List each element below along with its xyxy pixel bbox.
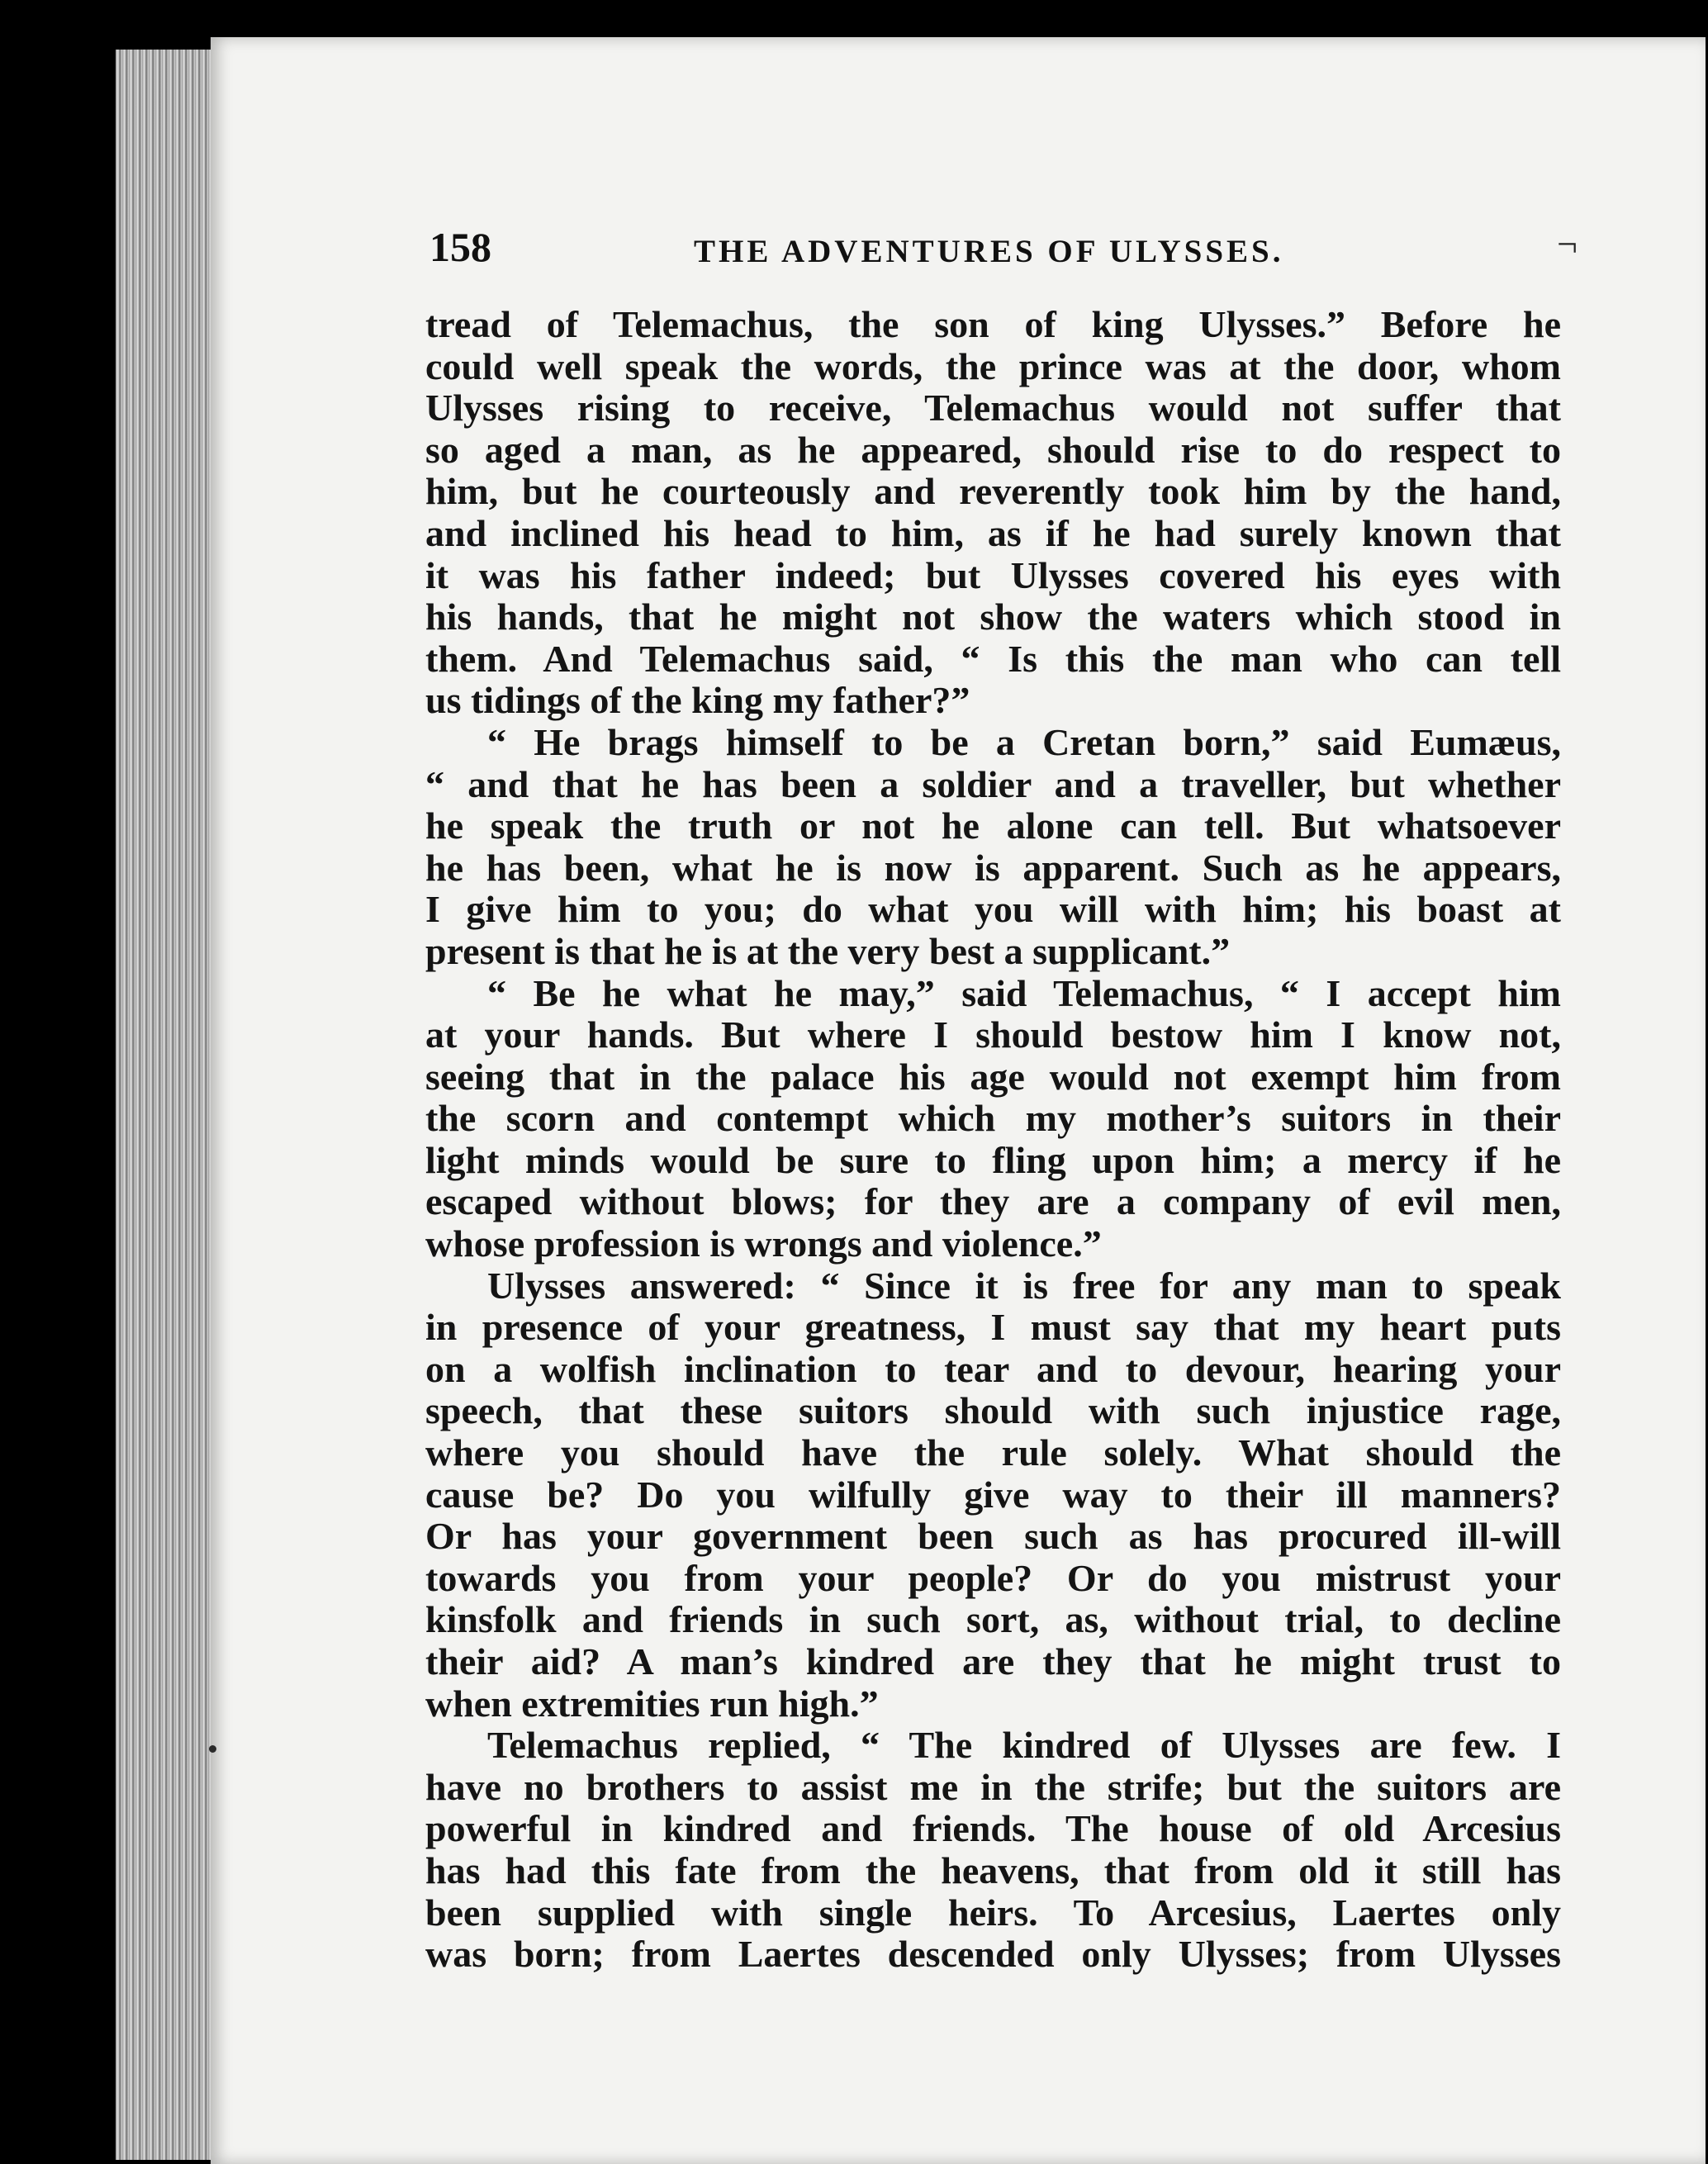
text-line: Ulysses answered: “ Since it is free for any man to speak (487, 1264, 1561, 1307)
text-line: his hands, that he might not show the waters which stood in (425, 596, 1561, 638)
text-line: cause be? Do you wilfully give way to their ill manners? (425, 1473, 1561, 1516)
text-line: at your hands. But where I should bestow him I know not, (425, 1013, 1561, 1056)
text-line: kinsfolk and friends in such sort, as, without trial, to decline (425, 1598, 1561, 1641)
text-line: tread of Telemachus, the son of king Ulysses.” Before he (425, 303, 1561, 345)
text-line: Telemachus replied, “ The kindred of Ulysses are few. I (487, 1724, 1561, 1767)
margin-speck (209, 1745, 216, 1753)
paragraph (425, 973, 1561, 1265)
text-line: them. And Telemachus said, “ Is this the man who can tell (425, 637, 1561, 680)
paragraph (425, 304, 1561, 722)
text-line: he has been, what he is now is apparent. Such as he appears, (425, 846, 1561, 889)
text-line: he speak the truth or not he alone can tell. But whatsoever (425, 804, 1561, 847)
text-line: Ulysses rising to receive, Telemachus would not suffer that (425, 387, 1561, 429)
text-line: “ and that he has been a soldier and a traveller, but whether (425, 762, 1561, 805)
page-number: 158 (429, 224, 491, 270)
text-line: powerful in kindred and friends. The house of old Arcesius (425, 1807, 1561, 1850)
text-line: whose profession is wrongs and violence.” (425, 1222, 1102, 1265)
text-line: Or has your government been such as has procured ill-will (425, 1515, 1561, 1558)
text-line: have no brothers to assist me in the strife; but the suitors are (425, 1765, 1561, 1808)
text-line: was born; from Laertes descended only Ulysses; from Ulysses (425, 1933, 1561, 1976)
text-line: the scorn and contempt which my mother’s suitors in their (425, 1097, 1561, 1140)
text-line: has had this fate from the heavens, that from old it still has (425, 1848, 1561, 1891)
book-page-edges (116, 50, 215, 2160)
text-line: towards you from your people? Or do you mistrust your (425, 1556, 1561, 1599)
running-head: THE ADVENTURES OF ULYSSES. (694, 234, 1284, 269)
text-line: “ Be he what he may,” said Telemachus, “ I accept him (487, 971, 1561, 1014)
text-line: speech, that these suitors should with such injustice rage, (425, 1389, 1561, 1432)
text-line: seeing that in the palace his age would not exempt him from (425, 1055, 1561, 1098)
paragraph (425, 1725, 1561, 1976)
text-line: and inclined his head to him, as if he had surely known that (425, 511, 1561, 554)
text-line: their aid? A man’s kindred are they that he might trust to (425, 1640, 1561, 1682)
body-text (425, 304, 1561, 1976)
text-line: could well speak the words, the prince was at the door, whom (425, 344, 1561, 387)
text-line: when extremities run high.” (425, 1682, 879, 1725)
paragraph (425, 1265, 1561, 1725)
text-line: I give him to you; do what you will with him; his boast at (425, 888, 1561, 931)
text-line: light minds would be sure to fling upon him; a mercy if he (425, 1138, 1561, 1181)
text-line: on a wolfish inclination to tear and to devour, hearing your (425, 1347, 1561, 1390)
text-line: in presence of your greatness, I must say that my heart puts (425, 1306, 1561, 1349)
text-line: been supplied with single heirs. To Arcesius, Laertes only (425, 1891, 1561, 1934)
page-header (429, 223, 1578, 281)
text-line: it was his father indeed; but Ulysses covered his eyes with (425, 553, 1561, 596)
text-line: present is that he is at the very best a supplicant.” (425, 929, 1231, 972)
paragraph (425, 722, 1561, 973)
text-line: where you should have the rule solely. What should the (425, 1431, 1561, 1474)
text-line: us tidings of the king my father?” (425, 679, 970, 722)
text-line: so aged a man, as he appeared, should rise to do respect to (425, 428, 1561, 471)
corner-mark: ¬ (1557, 224, 1578, 264)
text-line: “ He brags himself to be a Cretan born,” said Eumæus, (487, 720, 1561, 763)
text-line: escaped without blows; for they are a company of evil men, (425, 1180, 1561, 1223)
text-line: him, but he courteously and reverently took him by the hand, (425, 470, 1561, 513)
